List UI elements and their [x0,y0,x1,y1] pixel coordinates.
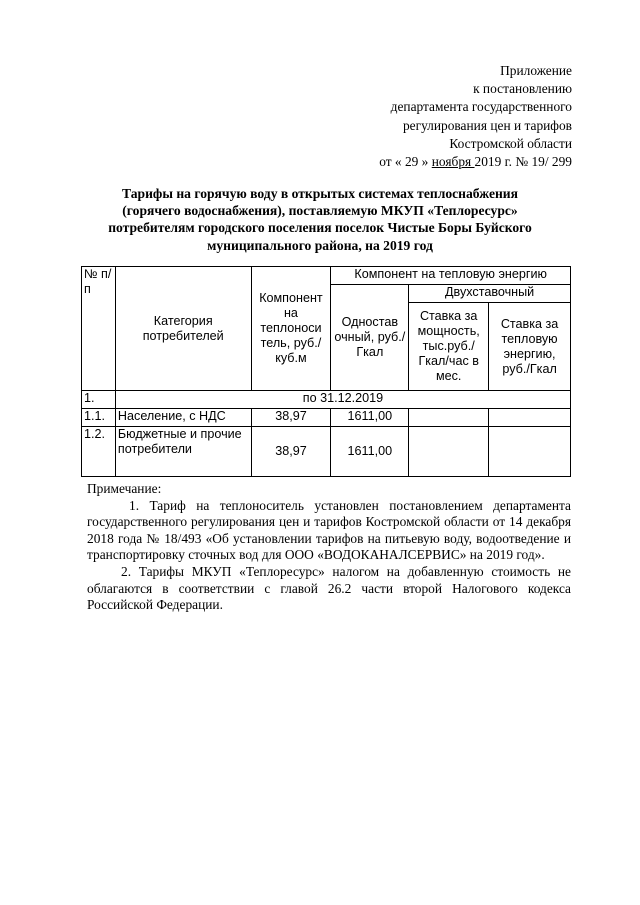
appendix-line: Приложение [500,63,572,78]
header-energy-rate: Ставка за тепловую энергию, руб./Гкал [489,303,571,391]
row-category: Бюджетные и прочие потребители [115,427,251,477]
header-energy-group: Компонент на тепловую энергию [331,267,571,285]
row-energy-rate [489,427,571,477]
header-category: Категория потребителей [115,267,251,391]
title-line: муниципального района, на 2019 год [207,237,433,253]
header-carrier: Компонент на теплоноси тель, руб./куб.м [251,267,331,391]
row-capacity-rate [409,427,489,477]
row-single-rate: 1611,00 [331,409,409,427]
appendix-line: к постановлению [473,81,572,97]
appendix-line: департамента государственного [390,99,572,115]
row-single-rate: 1611,00 [331,427,409,477]
row-category: Население, с НДС [115,409,251,427]
period-num: 1. [82,391,116,409]
document-title [90,185,550,254]
tariff-table [81,266,571,477]
period-label: по 31.12.2019 [115,391,570,409]
row-capacity-rate [409,409,489,427]
notes-section [87,481,571,614]
row-carrier: 38,97 [251,409,331,427]
row-num: 1.1. [82,409,116,427]
date-suffix: 2019 г. № 19/ 299 [474,154,572,170]
date-month: ноября [431,154,475,170]
date-prefix: от « 29 » [379,154,432,170]
title-line: потребителям городского поселения поселок Чистые Боры Буйского [108,220,532,236]
header-num: № п/п [82,267,116,391]
note-2: 2. Тарифы МКУП «Теплоресурс» налогом на добавленную стоимость не облагаются в соответствии с главой 26.2 части второй Налогового кодекса Российской Федерации. [87,563,571,613]
appendix-line: регулирования цен и тарифов [402,117,572,133]
row-energy-rate [489,409,571,427]
row-num: 1.2. [82,427,116,477]
table-row [82,391,571,409]
header-single-rate: Одностав очный, руб./Гкал [331,285,409,391]
notes-heading: Примечание: [87,481,162,496]
table-row [82,409,571,427]
table-row [82,427,571,477]
appendix-header [379,62,572,171]
title-line: (горячего водоснабжения), поставляемую МКУП «Теплоресурс» [122,203,518,219]
appendix-line: Костромской области [449,135,572,151]
header-capacity-rate: Ставка за мощность, тыс.руб./ Гкал/час в мес. [409,303,489,391]
row-carrier: 38,97 [251,427,331,477]
appendix-date [379,153,572,171]
header-two-rate-group: Двухставочный [409,285,571,303]
title-line: Тарифы на горячую воду в открытых системах теплоснабжения [122,186,518,201]
note-1: 1. Тариф на теплоноситель установлен постановлением департамента государственного регулирования цен и тарифов Костромской области от 14 декабря 2018 года № 18/493 «Об установлении тарифов на питьевую воду, водоотведение и транспортировку сточных вод для ООО «ВОДОКАНАЛСЕРВИС» на 2019 год». [87,497,571,563]
